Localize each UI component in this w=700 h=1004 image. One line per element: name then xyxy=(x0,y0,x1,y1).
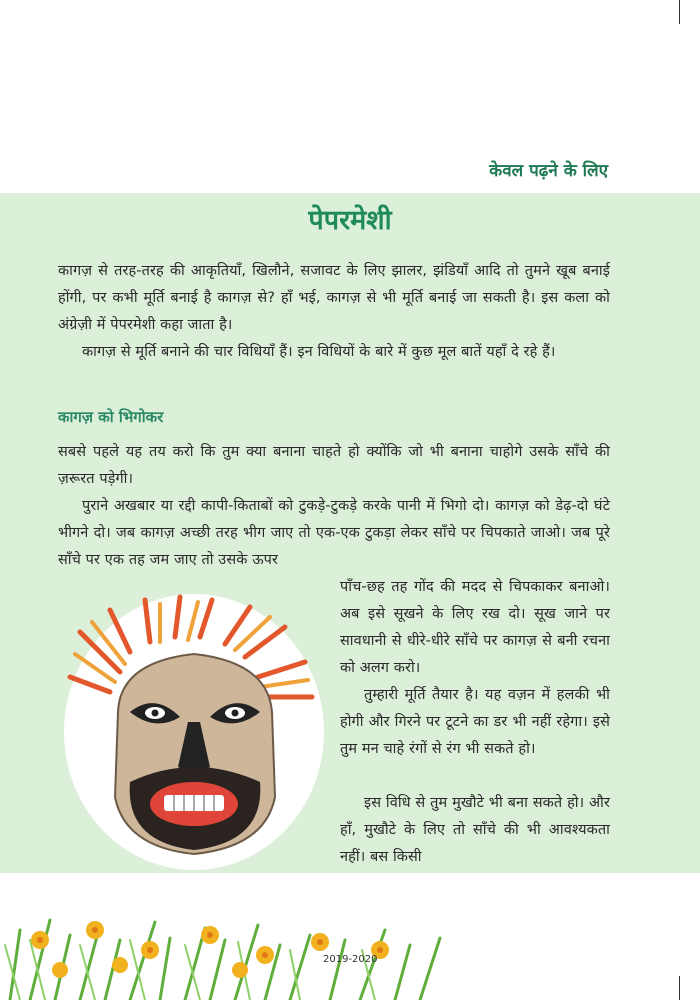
crop-mark-top xyxy=(679,0,680,24)
mask-illustration xyxy=(60,592,328,872)
subheading: कागज़ को भिगोकर xyxy=(58,408,164,426)
step-paragraph-3: तुम्हारी मूर्ति तैयार है। यह वज़न में हलकी भी होगी और गिरने पर टूटने का डर भी नहीं रहेगा। इसे तुम मन चाहे रंगों से रंग भी सकते हो। xyxy=(340,687,610,757)
year-label: 2019-2020 xyxy=(323,954,378,965)
step-paragraph-1: सबसे पहले यह तय करो कि तुम क्या बनाना चाहते हो क्योंकि जो भी बनाना चाहोगे उसके साँचे की ज़रूरत पड़ेगी। xyxy=(58,444,610,487)
step-paragraph-4: इस विधि से तुम मुखौटे भी बना सकते हो। और हाँ, मुखौटे के लिए तो साँचे की भी आवश्यकता नहीं। बस किसी xyxy=(340,795,610,865)
step-paragraph-2: पुराने अखबार या रद्दी कापी-किताबों को टुकड़े-टुकड़े करके पानी में भिगो दो। कागज़ को डेढ़-दो घंटे भीगने दो। जब कागज़ अच्छी तरह भीग जाए तो एक-एक टुकड़ा लेकर साँचे पर चिपकाते जाओ। जब पूरे साँचे पर एक तह जम जाए तो उसके ऊपर xyxy=(58,498,610,568)
intro-paragraph-2: कागज़ से मूर्ति बनाने की चार विधियाँ हैं। इन विधियों के बारे में कुछ मूल बातें यहाँ दे रहे हैं। xyxy=(82,344,556,360)
section-label: केवल पढ़ने के लिए xyxy=(489,161,608,181)
article-title: पेपरमेशी xyxy=(308,205,392,236)
intro-paragraph-1: कागज़ से तरह-तरह की आकृतियाँ, खिलौने, सजावट के लिए झालर, झंडियाँ आदि तो तुमने खूब बनाई होंगी, पर कभी मूर्ति बनाई है कागज़ से? हाँ भई, कागज़ से भी मूर्ति बनाई जा सकती है। इस कला को अंग्रेज़ी में पेपरमेशी कहा जाता है। xyxy=(58,263,610,333)
step-paragraph-2-continued: पाँच-छह तह गोंद की मदद से चिपकाकर बनाओ। अब इसे सूखने के लिए रख दो। सूख जाने पर सावधानी से धीरे-धीरे साँचे पर कागज़ से बनी रचना को अलग करो। xyxy=(340,579,610,676)
